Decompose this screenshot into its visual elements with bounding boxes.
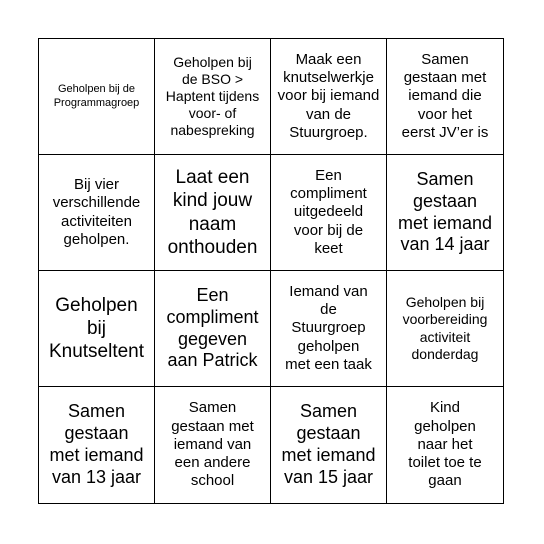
bingo-cell-text: Geholpen bij voorbereiding activiteit donderdag: [402, 294, 488, 362]
bingo-cell[interactable]: [39, 39, 155, 155]
bingo-cell-text: Maak een knutselwerkje voor bij iemand van de Stuurgroep.: [277, 50, 380, 141]
bingo-cell[interactable]: [387, 155, 503, 271]
bingo-cell-text: Geholpen bij de Programmagroep: [53, 83, 140, 109]
bingo-cell-text: Een compliment gegeven aan Patrick: [166, 284, 259, 371]
bingo-cell[interactable]: [387, 39, 503, 155]
bingo-cell-text: Een compliment uitgedeeld voor bij de keet: [290, 166, 367, 257]
bingo-cell[interactable]: [155, 271, 271, 387]
bingo-cell-text: Samen gestaan met iemand van 13 jaar: [49, 401, 144, 487]
bingo-cell[interactable]: [387, 387, 503, 503]
bingo-cell-text: Iemand van de Stuurgroep geholpen met een taak: [285, 282, 372, 373]
bingo-cell[interactable]: [271, 39, 387, 155]
bingo-card-grid: [38, 38, 504, 504]
bingo-cell-text: Samen gestaan met iemand van 15 jaar: [281, 401, 376, 487]
bingo-cell-text: Laat een kind jouw naam onthouden: [167, 167, 258, 258]
bingo-cell[interactable]: [271, 155, 387, 271]
bingo-cell-text: Kind geholpen naar het toilet toe te gaan: [408, 399, 482, 490]
bingo-cell[interactable]: [155, 39, 271, 155]
bingo-cell-text: Samen gestaan met iemand van een andere school: [171, 399, 254, 490]
bingo-cell-text: Samen gestaan met iemand die voor het eerst JV’er is: [401, 50, 489, 141]
bingo-cell[interactable]: [39, 271, 155, 387]
bingo-cell[interactable]: [271, 271, 387, 387]
bingo-cell-text: Geholpen bij Knutseltent: [48, 294, 145, 363]
bingo-cell[interactable]: [39, 155, 155, 271]
bingo-cell[interactable]: [271, 387, 387, 503]
bingo-cell-text: Geholpen bij de BSO > Haptent tijdens voor- of nabespreking: [165, 53, 260, 139]
bingo-cell-text: Samen gestaan met iemand van 14 jaar: [397, 168, 493, 255]
bingo-cell[interactable]: [387, 271, 503, 387]
bingo-cell[interactable]: [39, 387, 155, 503]
bingo-cell[interactable]: [155, 155, 271, 271]
bingo-cell[interactable]: [155, 387, 271, 503]
bingo-cell-text: Bij vier verschillende activiteiten geholpen.: [52, 175, 141, 248]
